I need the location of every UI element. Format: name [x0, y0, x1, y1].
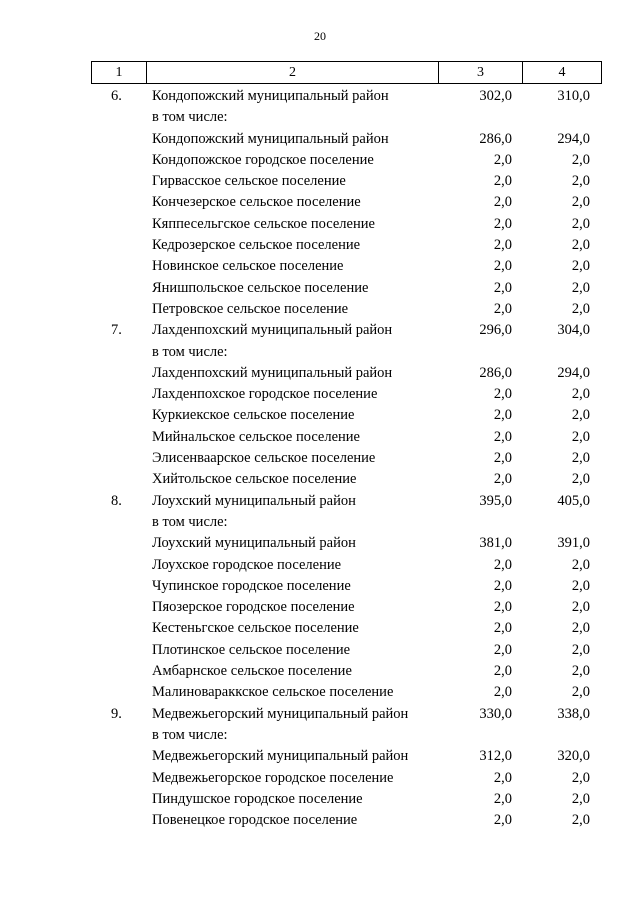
- table-row: [0, 682, 640, 703]
- row-name: Амбарнское сельское поселение: [152, 663, 352, 680]
- row-value-col3: 2,0: [493, 599, 512, 616]
- row-value-col4: 2,0: [571, 620, 590, 637]
- row-value-col4: 338,0: [557, 705, 590, 722]
- row-value-col3: 2,0: [493, 428, 512, 445]
- row-name: Петровское сельское поселение: [152, 300, 349, 317]
- row-value-col4: 2,0: [571, 386, 590, 403]
- header-col-3: 3: [439, 62, 523, 84]
- row-value-col3: 381,0: [479, 535, 512, 552]
- row-value-col4: 2,0: [571, 599, 590, 616]
- header-col-1: 1: [92, 62, 147, 84]
- row-value-col3: 2,0: [493, 641, 512, 658]
- row-number: 7.: [111, 322, 122, 339]
- row-value-col4: 2,0: [571, 428, 590, 445]
- row-name: Хийтольское сельское поселение: [152, 471, 357, 488]
- row-value-col4: 304,0: [557, 322, 590, 339]
- row-value-col4: 2,0: [571, 450, 590, 467]
- table-row: [0, 746, 640, 767]
- row-value-col4: 2,0: [571, 407, 590, 424]
- row-name: Гирвасское сельское поселение: [152, 173, 346, 190]
- row-name: Кестеньгское сельское поселение: [152, 620, 359, 637]
- row-value-col4: 310,0: [557, 88, 590, 104]
- row-value-col4: 2,0: [571, 258, 590, 275]
- row-value-col3: 2,0: [493, 407, 512, 424]
- row-value-col4: 2,0: [571, 812, 590, 829]
- row-value-col3: 2,0: [493, 279, 512, 296]
- row-value-col3: 2,0: [493, 663, 512, 680]
- row-name: Пиндушское городское поселение: [152, 790, 363, 807]
- row-number: 6.: [111, 88, 122, 104]
- row-value-col4: 2,0: [571, 237, 590, 254]
- table-row: [0, 405, 640, 426]
- row-name: Пяозерское городское поселение: [152, 599, 355, 616]
- row-value-col3: 2,0: [493, 300, 512, 317]
- row-value-col3: 302,0: [479, 88, 512, 104]
- row-number: 9.: [111, 705, 122, 722]
- table-row: [0, 725, 640, 746]
- row-name: Лахденпохское городское поселение: [152, 386, 378, 403]
- row-name: в том числе:: [152, 513, 228, 530]
- table-row: [0, 576, 640, 597]
- table-row: [0, 533, 640, 554]
- row-value-col3: 2,0: [493, 194, 512, 211]
- row-value-col4: 2,0: [571, 471, 590, 488]
- row-value-col4: 2,0: [571, 769, 590, 786]
- table-row: [0, 427, 640, 448]
- row-name: Повенецкое городское поселение: [152, 812, 358, 829]
- row-value-col4: 2,0: [571, 151, 590, 168]
- row-value-col3: 395,0: [479, 492, 512, 509]
- row-value-col3: 2,0: [493, 215, 512, 232]
- row-value-col3: 2,0: [493, 258, 512, 275]
- table-row: [0, 491, 640, 512]
- row-value-col3: 2,0: [493, 386, 512, 403]
- header-row: [92, 62, 602, 84]
- table-row: [0, 448, 640, 469]
- row-name: Плотинское сельское поселение: [152, 641, 351, 658]
- row-name: Лоухский муниципальный район: [152, 535, 356, 552]
- row-name: Мийнальское сельское поселение: [152, 428, 360, 445]
- table-row: [0, 384, 640, 405]
- row-value-col3: 2,0: [493, 769, 512, 786]
- row-value-col4: 2,0: [571, 194, 590, 211]
- row-value-col3: 2,0: [493, 684, 512, 701]
- row-value-col4: 2,0: [571, 300, 590, 317]
- table-row: [0, 789, 640, 810]
- row-value-col3: 2,0: [493, 151, 512, 168]
- table-row: [0, 342, 640, 363]
- table-header: [91, 61, 602, 84]
- header-col-4: 4: [523, 62, 602, 84]
- row-value-col3: 2,0: [493, 450, 512, 467]
- row-value-col4: 2,0: [571, 684, 590, 701]
- table-row: [0, 214, 640, 235]
- row-value-col4: 2,0: [571, 556, 590, 573]
- row-name: в том числе:: [152, 726, 228, 743]
- table-row: [0, 810, 640, 831]
- table-row: [0, 171, 640, 192]
- row-name: в том числе:: [152, 109, 228, 126]
- table-row: [0, 555, 640, 576]
- row-number: 8.: [111, 492, 122, 509]
- row-value-col3: 2,0: [493, 812, 512, 829]
- row-value-col3: 2,0: [493, 237, 512, 254]
- table-row: [0, 618, 640, 639]
- row-name: Малиновараккское сельское поселение: [152, 684, 394, 701]
- table-row: [0, 192, 640, 213]
- table-row: [0, 597, 640, 618]
- row-name: Медвежьегорский муниципальный район: [152, 705, 409, 722]
- row-value-col3: 286,0: [479, 130, 512, 147]
- header-col-2: 2: [147, 62, 439, 84]
- row-value-col3: 2,0: [493, 620, 512, 637]
- row-value-col4: 2,0: [571, 641, 590, 658]
- row-name: Лоухское городское поселение: [152, 556, 342, 573]
- table-row: [0, 640, 640, 661]
- table-row: [0, 299, 640, 320]
- row-name: в том числе:: [152, 343, 228, 360]
- row-value-col3: 330,0: [479, 705, 512, 722]
- row-name: Кяппесельгское сельское поселение: [152, 215, 375, 232]
- table-row: [0, 256, 640, 277]
- row-value-col3: 2,0: [493, 556, 512, 573]
- row-value-col4: 391,0: [557, 535, 590, 552]
- row-name: Лахденпохский муниципальный район: [152, 364, 393, 381]
- row-value-col4: 405,0: [557, 492, 590, 509]
- row-name: Медвежьегорское городское поселение: [152, 769, 394, 786]
- table-row: [0, 320, 640, 341]
- table-body: [0, 86, 640, 831]
- row-value-col4: 294,0: [557, 364, 590, 381]
- row-value-col4: 2,0: [571, 279, 590, 296]
- row-name: Элисенваарское сельское поселение: [152, 450, 376, 467]
- table-row: [0, 150, 640, 171]
- table-row: [0, 768, 640, 789]
- row-value-col3: 296,0: [479, 322, 512, 339]
- row-value-col3: 2,0: [493, 471, 512, 488]
- row-name: Лоухский муниципальный район: [152, 492, 356, 509]
- row-name: Кончезерское сельское поселение: [152, 194, 361, 211]
- row-value-col4: 294,0: [557, 130, 590, 147]
- row-name: Янишпольское сельское поселение: [152, 279, 369, 296]
- row-name: Кондопожское городское поселение: [152, 151, 374, 168]
- table-row: [0, 469, 640, 490]
- table-row: [0, 704, 640, 725]
- row-value-col4: 2,0: [571, 173, 590, 190]
- row-value-col4: 2,0: [571, 577, 590, 594]
- row-value-col3: 2,0: [493, 173, 512, 190]
- table-row: [0, 107, 640, 128]
- table-row: [0, 661, 640, 682]
- row-value-col4: 2,0: [571, 790, 590, 807]
- table-row: [0, 235, 640, 256]
- table-row: [0, 86, 640, 107]
- table-row: [0, 512, 640, 533]
- row-value-col4: 2,0: [571, 215, 590, 232]
- page-number: 20: [314, 29, 326, 43]
- row-name: Куркиекское сельское поселение: [152, 407, 355, 424]
- row-name: Кондопожский муниципальный район: [152, 130, 389, 147]
- row-value-col3: 2,0: [493, 577, 512, 594]
- table-row: [0, 363, 640, 384]
- table-row: [0, 278, 640, 299]
- row-value-col4: 320,0: [557, 748, 590, 765]
- row-name: Медвежьегорский муниципальный район: [152, 748, 409, 765]
- table-row: [0, 129, 640, 150]
- row-name: Чупинское городское поселение: [152, 577, 351, 594]
- row-name: Кондопожский муниципальный район: [152, 88, 389, 104]
- row-value-col3: 286,0: [479, 364, 512, 381]
- row-value-col3: 2,0: [493, 790, 512, 807]
- row-value-col3: 312,0: [479, 748, 512, 765]
- row-value-col4: 2,0: [571, 663, 590, 680]
- row-name: Кедрозерское сельское поселение: [152, 237, 361, 254]
- row-name: Новинское сельское поселение: [152, 258, 344, 275]
- row-name: Лахденпохский муниципальный район: [152, 322, 393, 339]
